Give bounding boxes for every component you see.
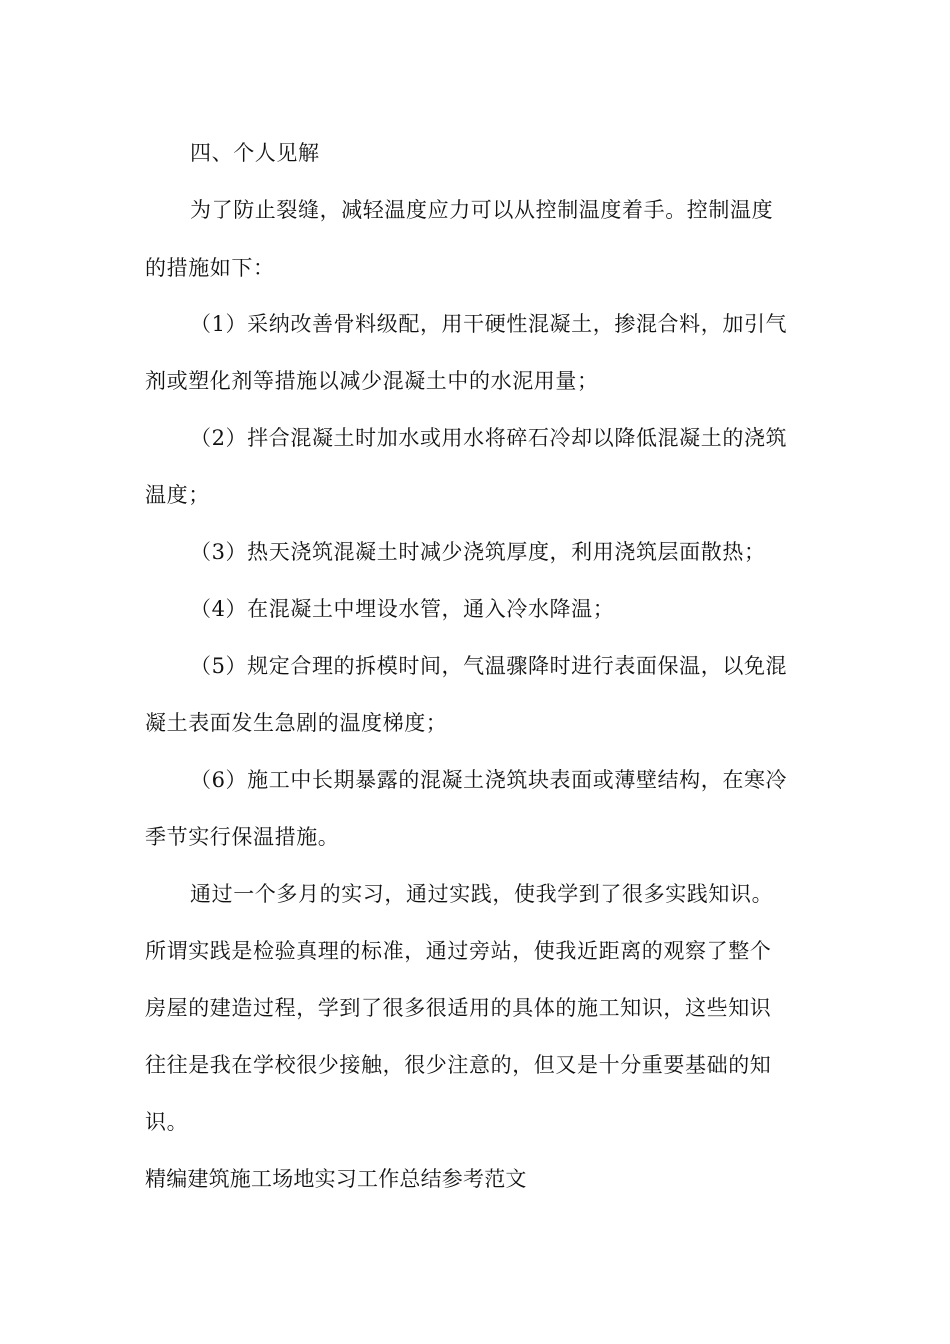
list-item-line: 凝土表面发生急剧的温度梯度； <box>145 711 448 735</box>
paragraph-line: 的措施如下： <box>145 256 275 280</box>
document-title-footer: 精编建筑施工场地实习工作总结参考范文 <box>145 1167 527 1191</box>
section-heading: 四、个人见解 <box>190 141 320 165</box>
list-item-line: （1）采纳改善骨料级配，用干硬性混凝土，掺混合料，加引气 <box>190 312 788 336</box>
list-item-line: （6）施工中长期暴露的混凝土浇筑块表面或薄壁结构，在寒冷 <box>190 768 788 792</box>
paragraph-line: 通过一个多月的实习，通过实践，使我学到了很多实践知识。 <box>190 882 774 906</box>
list-item-line: （3）热天浇筑混凝土时减少浇筑厚度，利用浇筑层面散热； <box>190 540 766 564</box>
list-item-line: （5）规定合理的拆模时间，气温骤降时进行表面保温，以免混 <box>190 654 788 678</box>
list-item-line: （4）在混凝土中埋设水管，通入冷水降温； <box>190 597 615 621</box>
list-item-line: 季节实行保温措施。 <box>145 825 340 849</box>
paragraph-line: 识。 <box>145 1110 189 1134</box>
list-item-line: （2）拌合混凝土时加水或用水将碎石冷却以降低混凝土的浇筑 <box>190 426 788 450</box>
paragraph-line: 往往是我在学校很少接触，很少注意的，但又是十分重要基础的知 <box>145 1053 772 1077</box>
paragraph-line: 房屋的建造过程，学到了很多很适用的具体的施工知识，这些知识 <box>145 996 772 1020</box>
paragraph-line: 所谓实践是检验真理的标准，通过旁站，使我近距离的观察了整个 <box>145 939 772 963</box>
paragraph-line: 为了防止裂缝，减轻温度应力可以从控制温度着手。控制温度 <box>190 198 774 222</box>
list-item-line: 剂或塑化剂等措施以减少混凝土中的水泥用量； <box>145 369 599 393</box>
list-item-line: 温度； <box>145 483 210 507</box>
